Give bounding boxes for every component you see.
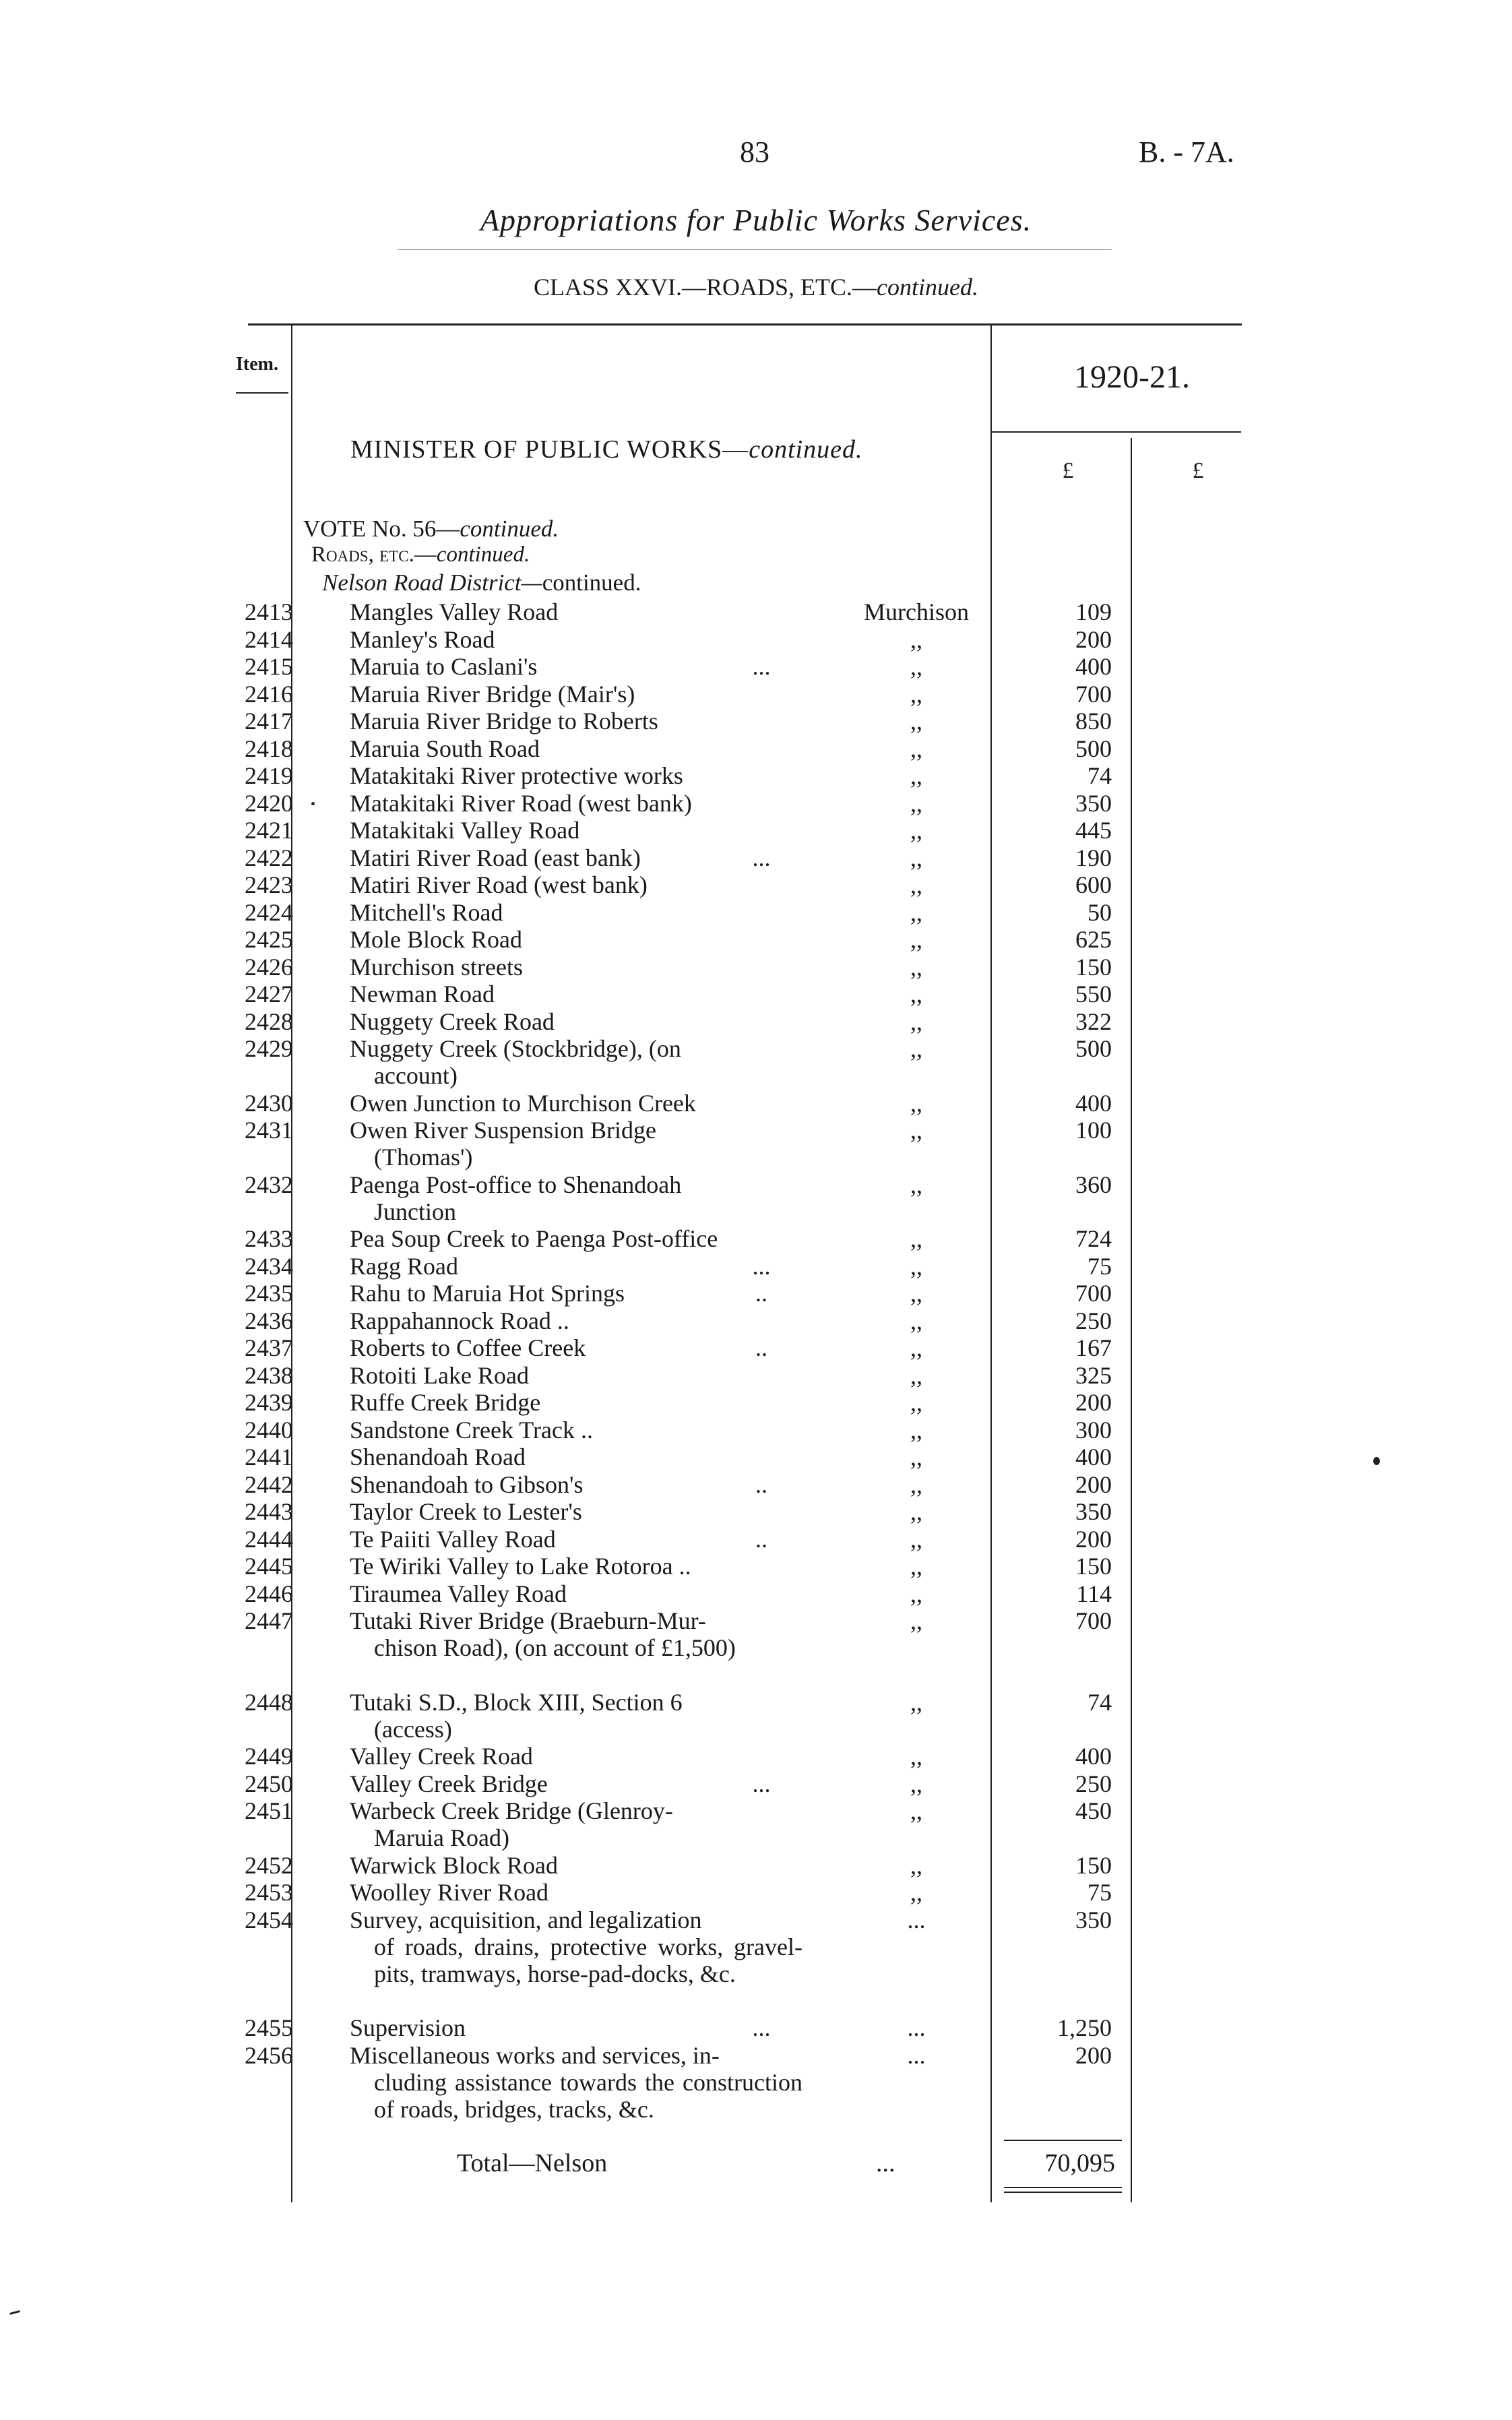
item-description-line: Maruia River Bridge (Mair's) bbox=[350, 680, 635, 708]
item-description bbox=[350, 708, 802, 735]
item-description bbox=[350, 626, 802, 653]
item-description-line: Mangles Valley Road bbox=[350, 598, 559, 625]
item-amount: 250 bbox=[1075, 1770, 1112, 1797]
item-locality: ,, bbox=[910, 817, 922, 844]
item-description-line: Rotoiti Lake Road bbox=[350, 1361, 529, 1389]
item-amount: 400 bbox=[1075, 1743, 1112, 1770]
class-title-suffix: continued. bbox=[877, 274, 978, 301]
item-locality: ,, bbox=[910, 981, 922, 1007]
item-description bbox=[350, 1797, 802, 1851]
item-amount: 500 bbox=[1075, 1035, 1112, 1062]
item-description-line: Manley's Road bbox=[350, 625, 495, 653]
year-column-header: 1920-21. bbox=[1074, 359, 1190, 395]
item-locality: ,, bbox=[910, 1879, 922, 1906]
item-amount: 200 bbox=[1075, 625, 1112, 653]
page-title: Appropriations for Public Works Services. bbox=[480, 203, 1032, 237]
item-amount: 1,250 bbox=[1057, 2014, 1112, 2041]
item-amount: 700 bbox=[1075, 680, 1112, 708]
item-number: 2452 bbox=[245, 1851, 293, 1879]
item-number: 2421 bbox=[245, 817, 293, 844]
item-description bbox=[350, 1090, 802, 1117]
item-amount: 450 bbox=[1075, 1797, 1112, 1824]
item-description bbox=[350, 1225, 802, 1252]
item-locality: ,, bbox=[910, 1416, 922, 1444]
item-locality: ,, bbox=[910, 762, 922, 789]
item-locality: ,, bbox=[910, 1743, 922, 1770]
item-number: 2453 bbox=[245, 1879, 293, 1906]
item-amount: 724 bbox=[1075, 1225, 1112, 1252]
total-rule-bottom-2 bbox=[1004, 2192, 1122, 2193]
item-number: 2442 bbox=[245, 1470, 293, 1498]
item-locality: ,, bbox=[910, 1280, 922, 1307]
item-locality: ,, bbox=[910, 871, 922, 898]
item-amount: 625 bbox=[1075, 926, 1112, 953]
item-description-continuation: Maruia Road) bbox=[374, 1824, 509, 1851]
item-description bbox=[350, 1417, 802, 1444]
leader-dots: ... bbox=[752, 2014, 771, 2041]
item-locality: ,, bbox=[910, 708, 922, 735]
item-description bbox=[350, 871, 802, 898]
item-description bbox=[350, 1307, 802, 1334]
item-description-line: Matakitaki Valley Road bbox=[350, 817, 580, 844]
item-number: 2437 bbox=[245, 1334, 293, 1361]
scan-speck bbox=[311, 802, 315, 805]
item-description-continuation: cluding assistance towards the construction of roads, bridges, tracks, &c. bbox=[374, 2068, 802, 2123]
item-description-continuation: of roads, drains, protective works, gravel-pits, tramways, horse-pad-docks, &c. bbox=[374, 1933, 802, 1987]
item-column-header: Item. bbox=[236, 354, 278, 375]
vote-heading-suffix: continued. bbox=[460, 516, 559, 542]
item-number: 2448 bbox=[245, 1688, 293, 1716]
item-description-line: Roberts to Coffee Creek bbox=[350, 1334, 586, 1361]
item-locality: Murchison bbox=[864, 598, 969, 625]
item-locality: ,, bbox=[910, 1470, 922, 1498]
item-description-line: Ragg Road bbox=[350, 1252, 458, 1280]
item-amount: 167 bbox=[1075, 1334, 1112, 1361]
item-amount: 200 bbox=[1075, 1470, 1112, 1498]
leader-dots: ... bbox=[752, 1252, 771, 1280]
item-number: 2455 bbox=[245, 2014, 293, 2041]
item-amount: 74 bbox=[1088, 762, 1112, 789]
item-number: 2443 bbox=[245, 1498, 293, 1525]
item-locality: ,, bbox=[910, 1525, 922, 1553]
item-description bbox=[350, 762, 802, 789]
item-number: 2429 bbox=[245, 1035, 293, 1062]
item-number: 2425 bbox=[245, 926, 293, 953]
item-description-line: Rappahannock Road .. bbox=[350, 1307, 569, 1334]
item-locality: ,, bbox=[910, 653, 922, 680]
item-description-line: Pea Soup Creek to Paenga Post-office bbox=[350, 1225, 718, 1252]
item-number: 2431 bbox=[245, 1117, 293, 1144]
item-locality: ,, bbox=[910, 1389, 922, 1416]
item-amount: 200 bbox=[1075, 1525, 1112, 1553]
item-description-continuation: (Thomas') bbox=[374, 1144, 473, 1171]
item-amount: 150 bbox=[1075, 1851, 1112, 1879]
leader-dots: .. bbox=[755, 1334, 767, 1361]
item-amount: 850 bbox=[1075, 708, 1112, 735]
item-description bbox=[350, 2042, 802, 2123]
item-description-continuation: account) bbox=[374, 1062, 458, 1089]
item-description-continuation: chison Road), (on account of £1,500) bbox=[374, 1634, 736, 1661]
item-locality: ,, bbox=[910, 1498, 922, 1525]
item-description bbox=[350, 1008, 802, 1035]
item-locality: ,, bbox=[910, 1797, 922, 1824]
item-locality: ,, bbox=[910, 1252, 922, 1280]
item-amount: 50 bbox=[1088, 898, 1112, 926]
item-amount: 74 bbox=[1088, 1688, 1112, 1716]
item-amount: 322 bbox=[1075, 1007, 1112, 1035]
item-description bbox=[350, 1362, 802, 1389]
pound-sign-column-1: £ bbox=[1062, 458, 1074, 483]
item-locality: ,, bbox=[910, 844, 922, 871]
item-number: 2423 bbox=[245, 871, 293, 898]
item-amount: 500 bbox=[1075, 735, 1112, 762]
item-description-line: Matakitaki River Road (west bank) bbox=[350, 789, 692, 817]
item-number: 2416 bbox=[245, 680, 293, 708]
leader-dots: .. bbox=[755, 1525, 767, 1553]
item-amount: 400 bbox=[1075, 653, 1112, 680]
item-locality: ... bbox=[907, 1906, 926, 1933]
item-number: 2420 bbox=[245, 789, 293, 817]
item-amount: 325 bbox=[1075, 1361, 1112, 1389]
item-amount: 350 bbox=[1075, 1906, 1112, 1933]
item-amount: 114 bbox=[1076, 1580, 1112, 1607]
item-locality: ,, bbox=[910, 1361, 922, 1389]
roads-heading-text: Roads, etc.— bbox=[311, 542, 437, 567]
item-description bbox=[350, 1389, 802, 1416]
item-number: 2435 bbox=[245, 1280, 293, 1307]
item-number: 2445 bbox=[245, 1553, 293, 1580]
total-leader-dots: ... bbox=[876, 2149, 895, 2177]
item-number: 2415 bbox=[245, 653, 293, 680]
item-locality: ,, bbox=[910, 1117, 922, 1144]
total-value: 70,095 bbox=[1044, 2149, 1115, 2177]
item-amount: 200 bbox=[1075, 1389, 1112, 1416]
minister-heading-text: MINISTER OF PUBLIC WORKS— bbox=[350, 435, 749, 464]
item-locality: ,, bbox=[910, 926, 922, 953]
item-description bbox=[350, 981, 802, 1007]
item-description-line: Tiraumea Valley Road bbox=[350, 1580, 567, 1607]
item-description-continuation: Junction bbox=[374, 1198, 456, 1225]
class-title-text: CLASS XXVI.—ROADS, ETC.— bbox=[533, 274, 877, 301]
item-number: 2424 bbox=[245, 898, 293, 926]
item-description-line: Mitchell's Road bbox=[350, 898, 503, 926]
item-number: 2434 bbox=[245, 1252, 293, 1280]
item-description-line: Maruia River Bridge to Roberts bbox=[350, 708, 658, 735]
item-locality: ,, bbox=[910, 1007, 922, 1035]
item-description-line: Sandstone Creek Track .. bbox=[350, 1416, 593, 1444]
item-number: 2418 bbox=[245, 735, 293, 762]
item-locality: ,, bbox=[910, 1851, 922, 1879]
item-description-continuation: (access) bbox=[374, 1715, 452, 1743]
item-locality: ,, bbox=[910, 1607, 922, 1634]
item-description bbox=[350, 899, 802, 926]
item-description-line: Maruia to Caslani's bbox=[350, 653, 538, 680]
item-number: 2428 bbox=[245, 1007, 293, 1035]
item-amount: 109 bbox=[1075, 598, 1112, 625]
item-description bbox=[350, 926, 802, 953]
item-amount: 600 bbox=[1075, 871, 1112, 898]
item-description-line: Woolley River Road bbox=[350, 1879, 549, 1906]
item-description-line: Te Wiriki Valley to Lake Rotoroa .. bbox=[350, 1553, 691, 1580]
item-description-line: Miscellaneous works and services, in- bbox=[350, 2041, 720, 2069]
item-number: 2436 bbox=[245, 1307, 293, 1334]
item-amount: 350 bbox=[1075, 1498, 1112, 1525]
item-description-line: Nuggety Creek (Stockbridge), (on bbox=[350, 1035, 681, 1062]
item-description-line: Shenandoah Road bbox=[350, 1444, 526, 1470]
item-number: 2446 bbox=[245, 1580, 293, 1607]
item-locality: ,, bbox=[910, 735, 922, 762]
pound-sign-column-2: £ bbox=[1192, 458, 1204, 483]
item-description-line: Owen Junction to Murchison Creek bbox=[350, 1089, 696, 1117]
item-description-line: Valley Creek Bridge bbox=[350, 1770, 548, 1797]
item-locality: ,, bbox=[910, 953, 922, 981]
item-description bbox=[350, 1171, 802, 1225]
item-description bbox=[350, 598, 802, 625]
item-description-line: Mole Block Road bbox=[350, 926, 522, 953]
item-description-line: Warbeck Creek Bridge (Glenroy- bbox=[350, 1797, 673, 1824]
item-amount: 550 bbox=[1075, 981, 1112, 1007]
item-description-line: Survey, acquisition, and legalization bbox=[350, 1906, 702, 1933]
roads-heading-suffix: continued. bbox=[436, 542, 530, 567]
item-locality: ,, bbox=[910, 1334, 922, 1361]
item-description-line: Matiri River Road (east bank) bbox=[350, 844, 641, 871]
item-locality: ,, bbox=[910, 789, 922, 817]
vote-heading-text: VOTE No. 56— bbox=[303, 516, 460, 542]
item-description bbox=[350, 954, 802, 981]
leader-dots: .. bbox=[755, 1280, 767, 1307]
item-locality: ,, bbox=[910, 1580, 922, 1607]
item-locality: ... bbox=[907, 2041, 926, 2069]
item-description-line: Owen River Suspension Bridge bbox=[350, 1117, 656, 1144]
item-description-line: Supervision bbox=[350, 2014, 466, 2041]
item-description-line: Maruia South Road bbox=[350, 735, 540, 762]
item-amount: 445 bbox=[1075, 817, 1112, 844]
item-amount: 700 bbox=[1075, 1280, 1112, 1307]
item-number: 2422 bbox=[245, 844, 293, 871]
total-rule-bottom-1 bbox=[1004, 2187, 1122, 2188]
item-description bbox=[350, 1743, 802, 1770]
item-description-line: Matakitaki River protective works bbox=[350, 762, 683, 789]
item-locality: ,, bbox=[910, 680, 922, 708]
item-number: 2441 bbox=[245, 1444, 293, 1470]
item-description bbox=[350, 817, 802, 844]
item-description bbox=[350, 1906, 802, 1987]
item-number: 2438 bbox=[245, 1361, 293, 1389]
minister-heading-suffix: continued. bbox=[749, 435, 863, 464]
item-number: 2413 bbox=[245, 598, 293, 625]
item-amount: 400 bbox=[1075, 1444, 1112, 1470]
item-number: 2450 bbox=[245, 1770, 293, 1797]
item-description bbox=[350, 1852, 802, 1879]
leader-dots: ... bbox=[752, 844, 771, 871]
scan-speck bbox=[1373, 1457, 1380, 1465]
item-number: 2444 bbox=[245, 1525, 293, 1553]
item-number: 2447 bbox=[245, 1607, 293, 1634]
item-description-line: Ruffe Creek Bridge bbox=[350, 1389, 541, 1416]
item-description-line: Murchison streets bbox=[350, 953, 523, 981]
item-description bbox=[350, 681, 802, 708]
leader-dots: ... bbox=[752, 653, 771, 680]
item-number: 2439 bbox=[245, 1389, 293, 1416]
item-description-line: Rahu to Maruia Hot Springs bbox=[350, 1280, 625, 1307]
item-amount: 200 bbox=[1075, 2041, 1112, 2069]
item-description-line: Newman Road bbox=[350, 981, 495, 1007]
leader-dots: .. bbox=[755, 1470, 767, 1498]
item-number: 2433 bbox=[245, 1225, 293, 1252]
item-number: 2426 bbox=[245, 953, 293, 981]
item-locality: ,, bbox=[910, 898, 922, 926]
item-amount: 190 bbox=[1075, 844, 1112, 871]
item-description-line: Shenandoah to Gibson's bbox=[350, 1470, 584, 1498]
item-number: 2419 bbox=[245, 762, 293, 789]
item-description bbox=[350, 1498, 802, 1525]
item-description bbox=[350, 1607, 802, 1661]
item-description bbox=[350, 735, 802, 762]
item-locality: ,, bbox=[910, 625, 922, 653]
page-number: 83 bbox=[740, 135, 769, 168]
item-description-line: Nuggety Creek Road bbox=[350, 1007, 555, 1035]
item-number: 2451 bbox=[245, 1797, 293, 1824]
item-description bbox=[350, 1444, 802, 1470]
item-number: 2417 bbox=[245, 708, 293, 735]
item-description-line: Paenga Post-office to Shenandoah bbox=[350, 1171, 682, 1198]
item-locality: ,, bbox=[910, 1444, 922, 1470]
item-description-line: Taylor Creek to Lester's bbox=[350, 1498, 582, 1525]
item-description-line: Warwick Block Road bbox=[350, 1851, 559, 1879]
item-locality: ,, bbox=[910, 1553, 922, 1580]
leader-dots: ... bbox=[752, 1770, 771, 1797]
item-description-line: Valley Creek Road bbox=[350, 1743, 533, 1770]
item-description bbox=[350, 1117, 802, 1171]
item-amount: 75 bbox=[1088, 1879, 1112, 1906]
item-number: 2449 bbox=[245, 1743, 293, 1770]
item-amount: 100 bbox=[1075, 1117, 1112, 1144]
district-heading-text: Nelson Road District— bbox=[322, 569, 542, 596]
item-description-line: Te Paiiti Valley Road bbox=[350, 1525, 556, 1553]
total-rule-top bbox=[1004, 2140, 1122, 2141]
item-locality: ,, bbox=[910, 1688, 922, 1716]
item-description bbox=[350, 790, 802, 817]
item-description bbox=[350, 1035, 802, 1089]
item-amount: 350 bbox=[1075, 789, 1112, 817]
item-number: 2454 bbox=[245, 1906, 293, 1933]
item-description-line: Tutaki River Bridge (Braeburn-Mur- bbox=[350, 1607, 706, 1634]
item-number: 2432 bbox=[245, 1171, 293, 1198]
item-locality: ... bbox=[907, 2014, 926, 2041]
item-description bbox=[350, 1689, 802, 1743]
item-amount: 150 bbox=[1075, 953, 1112, 981]
item-locality: ,, bbox=[910, 1089, 922, 1117]
item-amount: 400 bbox=[1075, 1089, 1112, 1117]
item-amount: 360 bbox=[1075, 1171, 1112, 1198]
district-heading-suffix: continued. bbox=[542, 569, 641, 596]
document-reference: B. - 7A. bbox=[1139, 135, 1234, 168]
item-amount: 300 bbox=[1075, 1416, 1112, 1444]
item-locality: ,, bbox=[910, 1225, 922, 1252]
item-description bbox=[350, 1879, 802, 1906]
total-label: Total—Nelson bbox=[457, 2149, 608, 2177]
item-description-line: Tutaki S.D., Block XIII, Section 6 bbox=[350, 1688, 683, 1716]
item-amount: 150 bbox=[1075, 1553, 1112, 1580]
item-number: 2427 bbox=[245, 981, 293, 1007]
item-amount: 700 bbox=[1075, 1607, 1112, 1634]
item-locality: ,, bbox=[910, 1171, 922, 1198]
item-number: 2414 bbox=[245, 625, 293, 653]
item-description bbox=[350, 1553, 802, 1580]
item-locality: ,, bbox=[910, 1307, 922, 1334]
item-number: 2440 bbox=[245, 1416, 293, 1444]
item-amount: 75 bbox=[1088, 1252, 1112, 1280]
item-locality: ,, bbox=[910, 1035, 922, 1062]
item-locality: ,, bbox=[910, 1770, 922, 1797]
item-amount: 250 bbox=[1075, 1307, 1112, 1334]
item-description-line: Matiri River Road (west bank) bbox=[350, 871, 648, 898]
item-number: 2430 bbox=[245, 1089, 293, 1117]
item-number: 2456 bbox=[245, 2041, 293, 2069]
item-description bbox=[350, 1580, 802, 1607]
